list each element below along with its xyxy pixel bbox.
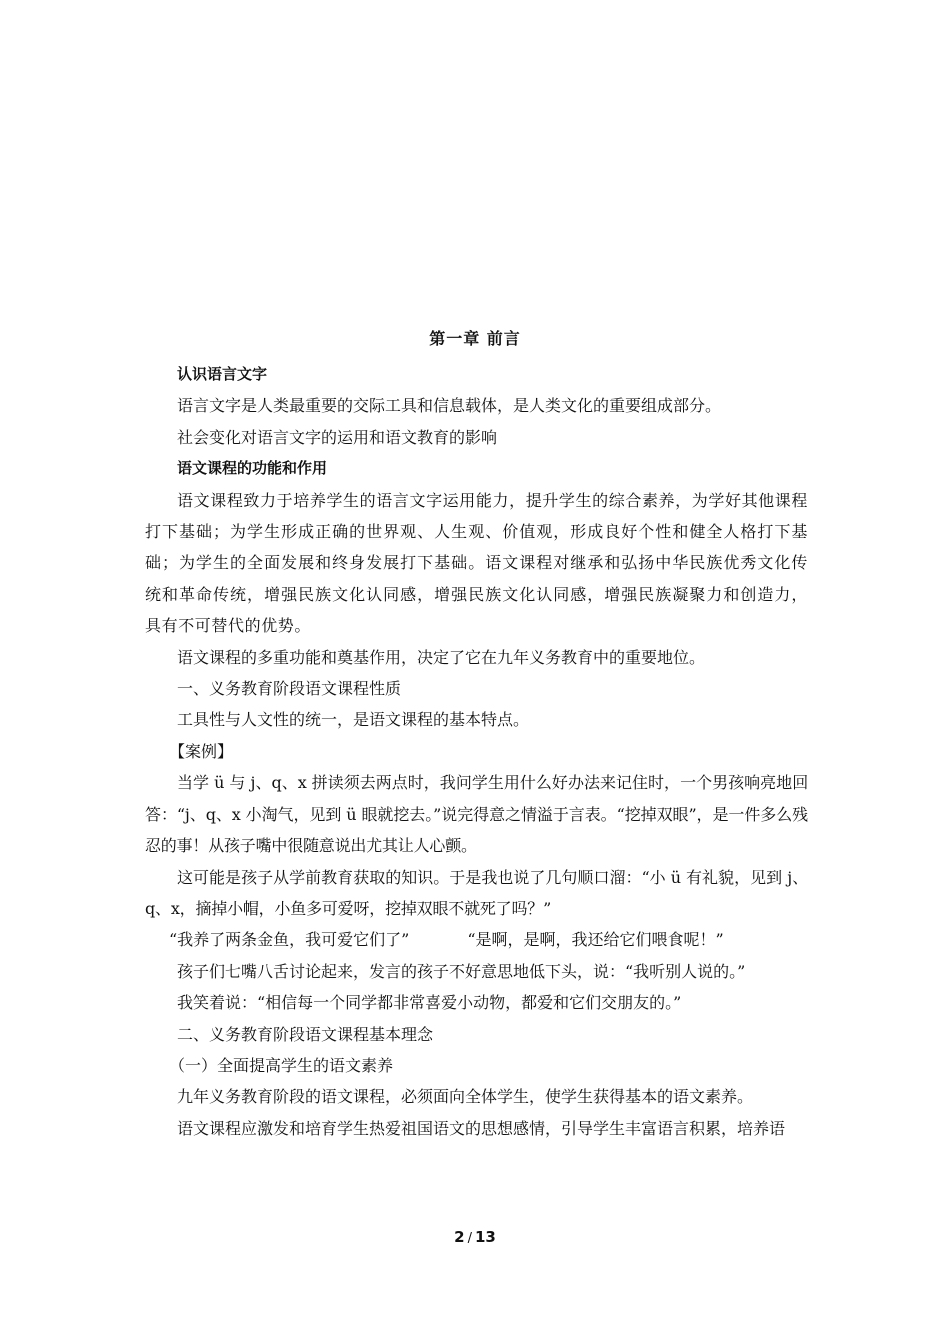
paragraph: 社会变化对语言文字的运用和语文教育的影响 xyxy=(177,427,498,447)
paragraph: 孩子们七嘴八舌讨论起来，发言的孩子不好意思地低下头，说：“我听别人说的。” xyxy=(177,961,746,981)
paragraph: 语文课程致力于培养学生的语言文字运用能力，提升学生的综合素养，为学好其他课程打下基础；为学生形成正确的世界观、人生观、价值观，形成良好个性和健全人格打下基础；为学生的全面发展和终身发展打下基础。语文课程对继承和弘扬中华民族优秀文化传统和革命传统，增强民族文化认同感，增强民族文化认同感，增强民族凝聚力和创造力，具有不可替代的优势。 xyxy=(145,490,808,636)
section-heading-function: 语文课程的功能和作用 xyxy=(177,459,328,478)
page-separator: / xyxy=(467,1231,472,1246)
paragraph: 工具性与人文性的统一，是语文课程的基本特点。 xyxy=(177,710,530,730)
paragraph: 我笑着说：“相信每一个同学都非常喜爱小动物，都爱和它们交朋友的。” xyxy=(177,993,682,1013)
dialogue-line xyxy=(145,924,808,955)
quote-fish: “我养了两条金鱼，我可爱它们了” xyxy=(169,930,410,950)
paragraph: 语文课程应激发和培育学生热爱祖国语文的思想感情，引导学生丰富语言积累，培养语 xyxy=(177,1118,786,1138)
document-body xyxy=(145,359,808,1144)
total-pages: 13 xyxy=(474,1228,496,1246)
section-heading-nature: 一、义务教育阶段语文课程性质 xyxy=(177,679,402,699)
paragraph: 当学 ü 与 j、q、x 拼读须去两点时，我问学生用什么好办法来记住时，一个男孩响亮地回答：“j、q、x 小淘气，见到 ü 眼就挖去。”说完得意之情溢于言表。“挖掉双眼”，是一件多么残忍的事！从孩子嘴中很随意说出尤其让人心颤。 xyxy=(145,773,808,856)
chapter-title: 第一章 前言 xyxy=(429,329,521,348)
subsection-heading: （一）全面提高学生的语文素养 xyxy=(169,1055,394,1075)
section-heading-language: 认识语言文字 xyxy=(177,365,268,383)
quote-feeding: “是啊，是啊，我还给它们喂食呢！” xyxy=(467,930,724,950)
section-heading-concept: 二、义务教育阶段语文课程基本理念 xyxy=(177,1024,434,1044)
paragraph: 九年义务教育阶段的语文课程，必须面向全体学生，使学生获得基本的语文素养。 xyxy=(177,1087,754,1107)
case-label: 【案例】 xyxy=(169,741,234,761)
paragraph: 语言文字是人类最重要的交际工具和信息载体，是人类文化的重要组成部分。 xyxy=(177,396,722,416)
paragraph: 这可能是孩子从学前教育获取的知识。于是我也说了几句顺口溜：“小 ü 有礼貌，见到 j、q、x，摘掉小帽，小鱼多可爱呀，挖掉双眼不就死了吗？” xyxy=(145,867,808,918)
page-number xyxy=(0,1228,950,1246)
paragraph: 语文课程的多重功能和奠基作用，决定了它在九年义务教育中的重要地位。 xyxy=(177,647,706,667)
current-page: 2 xyxy=(454,1228,465,1246)
